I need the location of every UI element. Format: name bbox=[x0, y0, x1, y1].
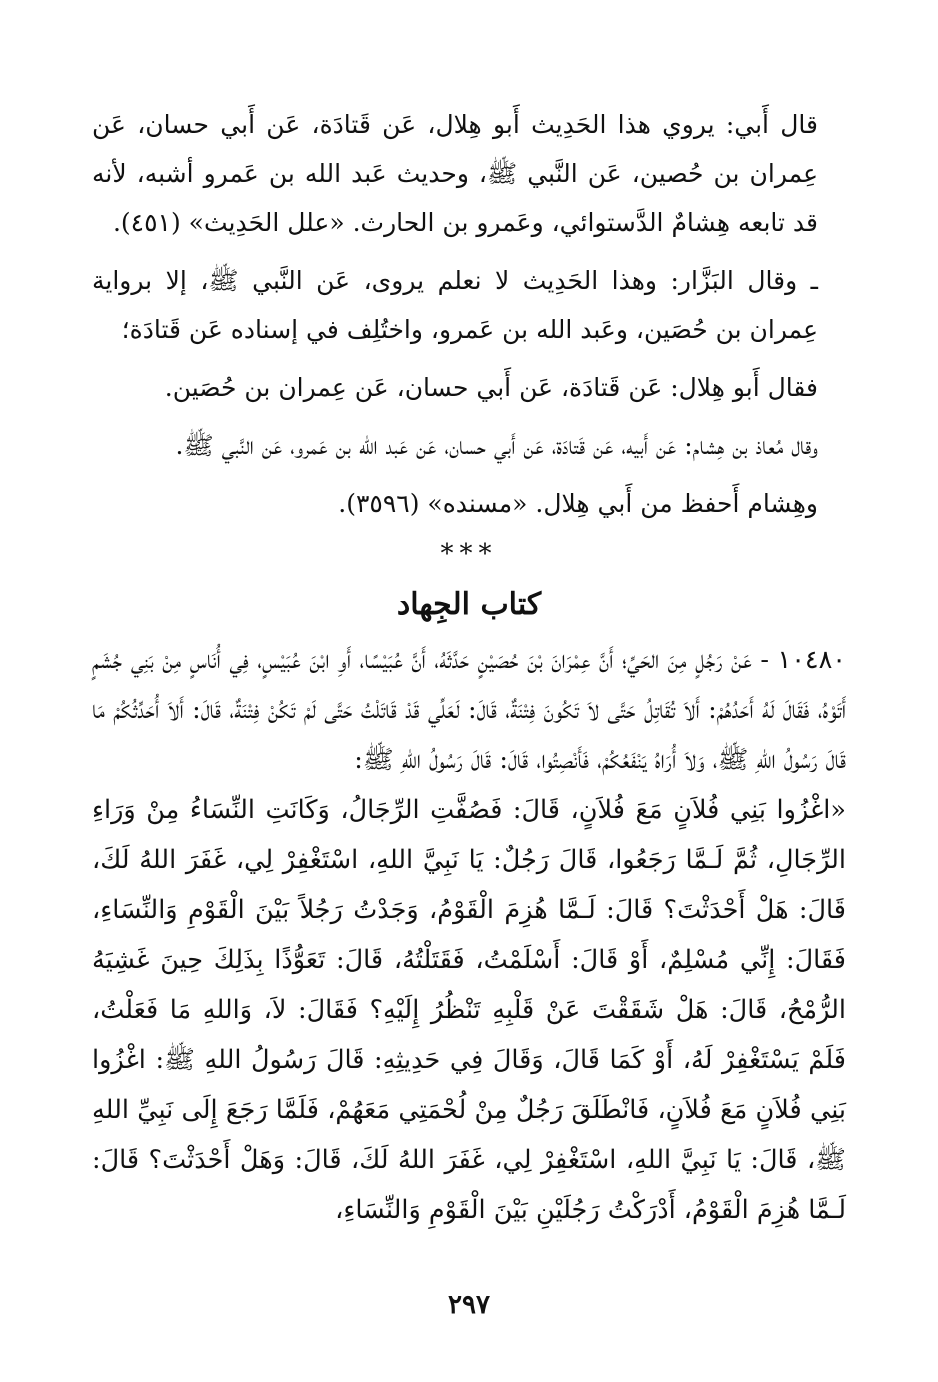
paragraph-hisham: وهِشام أَحفظ من أَبي هِلال. «مسنده» (٣٥٩٦). bbox=[338, 489, 818, 518]
paragraph-muadh: وقال مُعاذ بن هِشام: عَن أَبيه، عَن قَتادَة، عَن أَبي حسان، عَن عَبد الله بن عَمرو، عَن النَّبي ﷺ. bbox=[175, 431, 818, 460]
paragraph-bazzar-quote: ـ وقال البَزَّار: وهذا الحَدِيث لا نعلم يروى، عَن النَّبي ﷺ، إلا برواية عِمران بن حُصَين، وعَبد الله بن عَمرو، واختُلِف في إسناده عَن قَتادَة؛ bbox=[92, 266, 818, 344]
chapter-title: كتاب الجِهاد bbox=[396, 587, 542, 622]
page-number: ٢٩٧ bbox=[448, 1290, 490, 1320]
hadith-text: «اغْزُوا بَنِي فُلاَنٍ مَعَ فُلاَنٍ، قَالَ: فَصُفَّتِ الرِّجَالُ، وَكَانَتِ النِّسَاءُ مِنْ وَرَاءِ الرِّجَالِ، ثُمَّ لَـمَّا رَجَعُوا، قَالَ رَجُلٌ: يَا نَبِيَّ اللهِ، اسْتَغْفِرْ لِي، غَفَرَ اللهُ لَكَ، قَالَ: هَلْ أَحْدَثْتَ؟ قَالَ: لَـمَّا هُزِمَ الْقَوْمُ، وَجَدْتُ رَجُلاً بَيْنَ الْقَوْمِ وَالنِّسَاءِ، فَقَالَ: إِنِّي مُسْلِمٌ، أَوْ قَالَ: أَسْلَمْتُ، فَقَتَلْتُهُ، قَالَ: تَعَوُّذًا بِذَلِكَ حِينَ غَشِيَهُ الرُّمْحُ، قَالَ: هَلْ شَقَقْتَ عَنْ قَلْبِهِ تَنْظُرُ إِلَيْهِ؟ فَقَالَ: لاَ، وَاللهِ مَا فَعَلْتُ، فَلَمْ يَسْتَغْفِرْ لَهُ، أَوْ كَمَا قَالَ، وَقَالَ فِي حَدِيثِهِ: قَالَ رَسُولُ اللهِ ﷺ: اغْزُوا بَنِي فُلاَنٍ مَعَ فُلاَنٍ، فَانْطَلَقَ رَجُلٌ مِنْ لُحْمَتِي مَعَهُمْ، فَلَمَّا رَجَعَ إِلَى نَبِيِّ اللهِ ﷺ، قَالَ: يَا نَبِيَّ اللهِ، اسْتَغْفِرْ لِي، غَفَرَ اللهُ لَكَ، قَالَ: وَهَلْ أَحْدَثْتَ؟ قَالَ: لَـمَّا هُزِمَ الْقَوْمُ، أَدْرَكْتُ رَجُلَيْنِ بَيْنَ الْقَوْمِ وَالنِّسَاءِ، bbox=[92, 795, 846, 1225]
section-separator: *** bbox=[440, 539, 498, 569]
paragraph-ilal-quote: قال أَبي: يروي هذا الحَدِيث أَبو هِلال، عَن قَتادَة، عَن أَبي حسان، عَن عِمران بن حُصين، عَن النَّبي ﷺ، وحديث عَبد الله بن عَمرو أشبه، لأنه قد تابعه هِشامٌ الدَّستوائي، وعَمرو بن الحارث. «علل الحَدِيث» (٤٥١). bbox=[92, 110, 818, 237]
paragraph-abu-hilal: فقال أَبو هِلال: عَن قَتادَة، عَن أَبي حسان، عَن عِمران بن حُصَين. bbox=[164, 373, 818, 402]
hadith-opening: ١٠٤٨٠ - عَنْ رَجُلٍ مِنَ الحَيِّ؛ أَنَّ عِمْرَانَ بْنَ حُصَيْنٍ حَدَّثَهُ، أَنَّ عُبَيْسًا، أَوِ ابْنَ عُبَيْسٍ، فِي أُنَاسٍ مِنْ بَنِي جُشَمٍ أَتَوْهُ، فَقَالَ لَهُ أَحَدُهُمْ: أَلاَ تُقَاتِلُ حَتَّى لاَ تَكُونَ فِتْنَةٌ، قَالَ: لَعَلِّي قَدْ قَاتَلْتُ حَتَّى لَمْ تَكُنْ فِتْنَةٌ، قَالَ: أَلاَ أُحَدِّثُكُمْ مَا قَالَ رَسُولُ اللهِ ﷺ، وَلاَ أُرَاهُ يَنْفَعُكُمْ، فَأَنْصِتُوا، قَالَ: قَالَ رَسُولُ اللهِ ﷺ: bbox=[92, 645, 846, 775]
